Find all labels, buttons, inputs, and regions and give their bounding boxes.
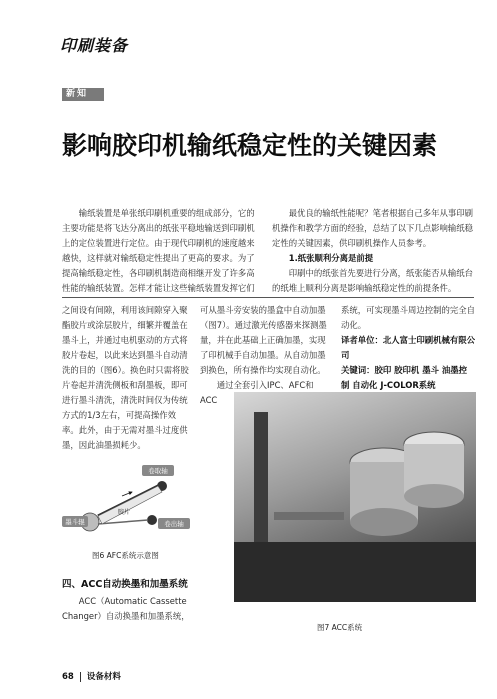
page-footer [62, 670, 121, 682]
intro-right-column [272, 206, 474, 296]
section-divider [62, 297, 474, 298]
section-4-body [62, 594, 192, 624]
article-headline: 影响胶印机输纸稳定性的关键因素 [62, 131, 438, 160]
acc-photo [234, 392, 476, 602]
subsection-1-text: 印刷中的纸张首先要进行分离，纸张能否从输纸台的纸堆上顺利分离是影响输纸稳定性的前提条件。 [272, 268, 474, 293]
intro-left-column [62, 206, 260, 296]
intro-left-text: 输纸装置是单张纸印刷机重要的组成部分，它的主要功能是将飞达分离出的纸张平稳地输送到印刷机上的定位装置进行定位。由于现代印刷机的速度越来越快，这样就对输纸稳定性提出了更高的要求。为了提高输纸稳定性，各印刷机制造商相继开发了许多高性能的输纸装置。怎样才能让这些输纸装置发挥它们 [62, 208, 255, 293]
fountain-label: 墨斗辊 [65, 518, 85, 526]
intro-right-text: 最优良的输纸性能呢？笔者根据自己多年从事印刷机操作和教学方面的经验，总结了以下几点影响输纸稳定性的关键因素，供印刷机操作人员参考。 [272, 208, 474, 248]
subsection-1-title: 1.纸张顺利分离是前提 [288, 253, 374, 263]
film-label: 胶片 [118, 509, 131, 516]
section-4-title: 四、ACC自动换墨和加墨系统 [62, 579, 188, 590]
body-col2-text: 可从墨斗旁安装的墨盒中自动加墨（图7）。通过激光传感器来探测墨量，并在此基础上正确加墨，实现了印机械手自动加墨。从自动加墨到换色，所有操作均实现自动化。 [200, 305, 327, 375]
unwind-label: 卷出轴 [164, 520, 184, 528]
keywords: 关键词：胶印 胶印机 墨斗 油墨控制 自动化 J-COLOR系统 [341, 365, 467, 390]
footer-magazine: 设备材料 [86, 672, 121, 682]
section-4-text: ACC（Automatic Cassette Changer）自动换墨和加墨系统， [62, 596, 190, 621]
afc-diagram [62, 462, 192, 544]
acc-machine-illustration [234, 392, 476, 602]
body-col1-text: 之间设有间隙，利用该间隙穿入聚酯胶片或涂层胶片，细繁并覆盖在墨斗上，并通过电机驱动的方式将胶片卷起，以此来达到墨斗自动清洗的目的（图6）。换色时只需将胶片卷起并清洗侧板和刮墨板，即可进行墨斗清洗，清洗时间仅为传统方式的1/3左右，可提高操作效率。此外，由于无需对墨斗过度供墨，因此油墨损耗少。 [62, 305, 189, 450]
column-tag: 新知 [62, 88, 104, 101]
take-up-label: 卷取轴 [148, 467, 168, 475]
body-column-1 [62, 303, 190, 453]
body-column-3 [341, 303, 475, 393]
magazine-logo: 印刷装备 [60, 36, 129, 55]
translator-affiliation: 译者单位：北人富士印刷机械有限公司 [341, 335, 475, 360]
page-number: 68 [62, 672, 81, 682]
unwind-roller [147, 515, 157, 525]
body-col3-text: 系统，可实现墨斗周边控制的完全自动化。 [341, 305, 475, 330]
direction-arrow [122, 492, 132, 496]
figure-7-caption: 图7 ACC系统 [317, 623, 363, 632]
figure-6-caption: 图6 AFC系统示意图 [92, 551, 159, 560]
body-col2-text-b: 通过全套引入IPC、AFC和ACC [200, 380, 314, 405]
